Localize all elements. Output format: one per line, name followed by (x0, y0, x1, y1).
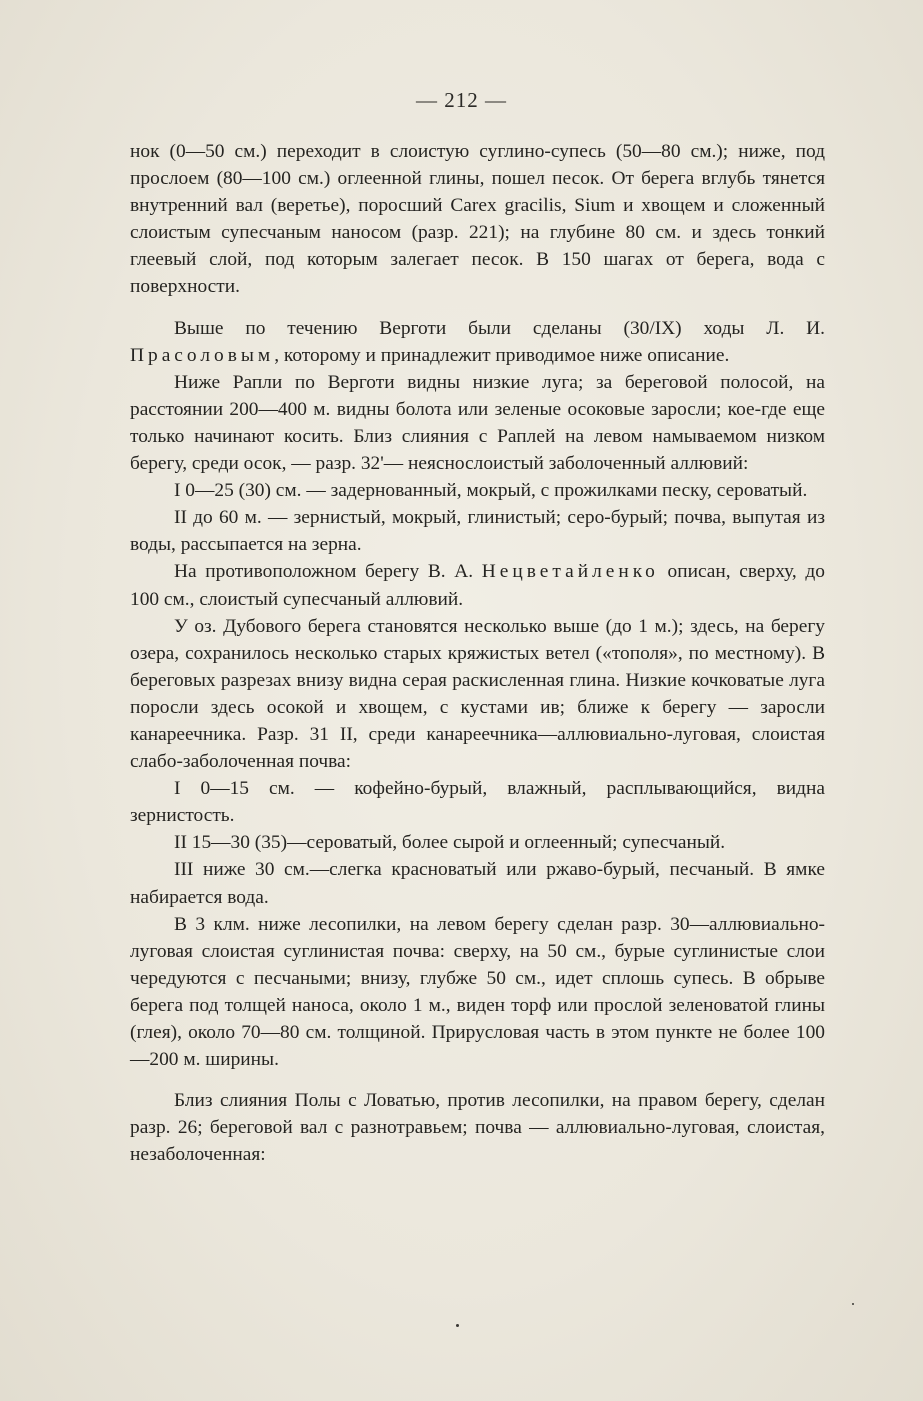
horizon-entry (130, 856, 825, 910)
paragraph-text: В 3 клм. ниже лесопилки, на левом берегу сделан разр. 30—аллювиально-луговая слоистая суглинистая почва: сверху, на 50 см., бурые суглинистые слои чередуются с песчаными; внизу, глубже 50 см., идет сплошь супесь. В обрыве берега под толщей наноса, около 1 м., виден торф или прослой зеленоватой глины (глея), около 70—80 см. толщиной. Прирусловая часть в этом пункте не более 100—200 м. ширины. (130, 913, 825, 1071)
horizon-entry (130, 477, 825, 504)
paragraph-text: Ниже Рапли по Верготи видны низкие луга; за береговой полосой, на расстоянии 200—400 м. видны болота или зеленые осоковые заросли; кое-где еще только начинают косить. Близ слияния с Раплей на левом намываемом низком берегу, среди осок, — разр. 32'— неяснослоистый заболоченный аллювий: (130, 371, 825, 475)
paragraph-text: I 0—15 см. — кофейно-бурый, влажный, расплывающийся, видна зернистость. (130, 778, 825, 827)
paragraph-dubovoe-lake (130, 613, 825, 776)
horizon-entry (130, 504, 825, 558)
paragraph-continuation (130, 138, 825, 301)
page-number: — 212 — (416, 88, 507, 112)
paragraph-text: I 0—25 (30) см. — задернованный, мокрый, с прожилками песку, сероватый. (174, 480, 808, 502)
horizon-entry (130, 829, 825, 856)
horizon-entry (130, 775, 825, 829)
paragraph-text: нок (0—50 см.) переходит в слоистую суглино-супесь (50—80 см.); ниже, под прослоем (80—100 см.) оглеенной глины, пошел песок. От берега вглубь тянется внутренний вал (веретье), поросший Carex gracilis, Sium и хвощем и сложенный слоистым супесчаным наносом (разр. 221); на глубине 80 см. и здесь тонкий глеевый слой, под которым залегает песок. В 150 шагах от берега, вода с поверхности. (130, 141, 825, 298)
paragraph-text: описан, сверху, до 100 см., слоистый супесчаный аллювий. (130, 561, 825, 610)
paragraph-text: На противоположном берегу В. А. (174, 561, 482, 583)
spaced-name-prasolov: Прасоловым (130, 344, 275, 366)
print-speck (852, 1303, 854, 1305)
paragraph-text: У оз. Дубового берега становятся несколько выше (до 1 м.); здесь, на берегу озера, сохранилось несколько старых кряжистых ветел («тополя», по местному). В береговых разрезах внизу видна серая раскисленная глина. Низкие кочковатые луга поросли здесь осокой и хвощем, с кустами ив; ближе к берегу — заросли канареечника. Разр. 31 II, среди канареечника—аллювиально-луговая, слоистая слабо-заболоченная почва: (130, 615, 825, 773)
print-speck (456, 1324, 459, 1327)
paragraph-rapli (130, 369, 825, 477)
paragraph-text: II до 60 м. — зернистый, мокрый, глинистый; серо-бурый; почва, выпутая из воды, рассыпается на зерна. (130, 507, 825, 556)
paragraph-text: II 15—30 (35)—сероватый, более сырой и оглеенный; супесчаный. (174, 832, 726, 854)
paragraph-text: Выше по течению Верготи были сделаны (30/IX) ходы Л. И. (174, 317, 825, 339)
spaced-name-netsvetailenko: Нецветайленко (481, 561, 659, 583)
paragraph-text: III ниже 30 см.—слегка красноватый или ржаво-бурый, песчаный. В ямке набирается вода. (130, 859, 825, 908)
paragraph-text: , которому и принадлежит приводимое ниже описание. (274, 344, 730, 366)
paragraph-pola-lovat (130, 1087, 825, 1168)
paragraph-opposite-bank (130, 558, 825, 612)
paragraph-text: Близ слияния Полы с Ловатью, против лесопилки, на правом берегу, сделан разр. 26; береговой вал с разнотравьем; почва — аллювиально-луговая, слоистая, незаболоченная: (130, 1090, 825, 1166)
paragraph-prasolov (130, 315, 825, 369)
paragraph-sawmill (130, 911, 825, 1074)
body-text (130, 138, 825, 1168)
